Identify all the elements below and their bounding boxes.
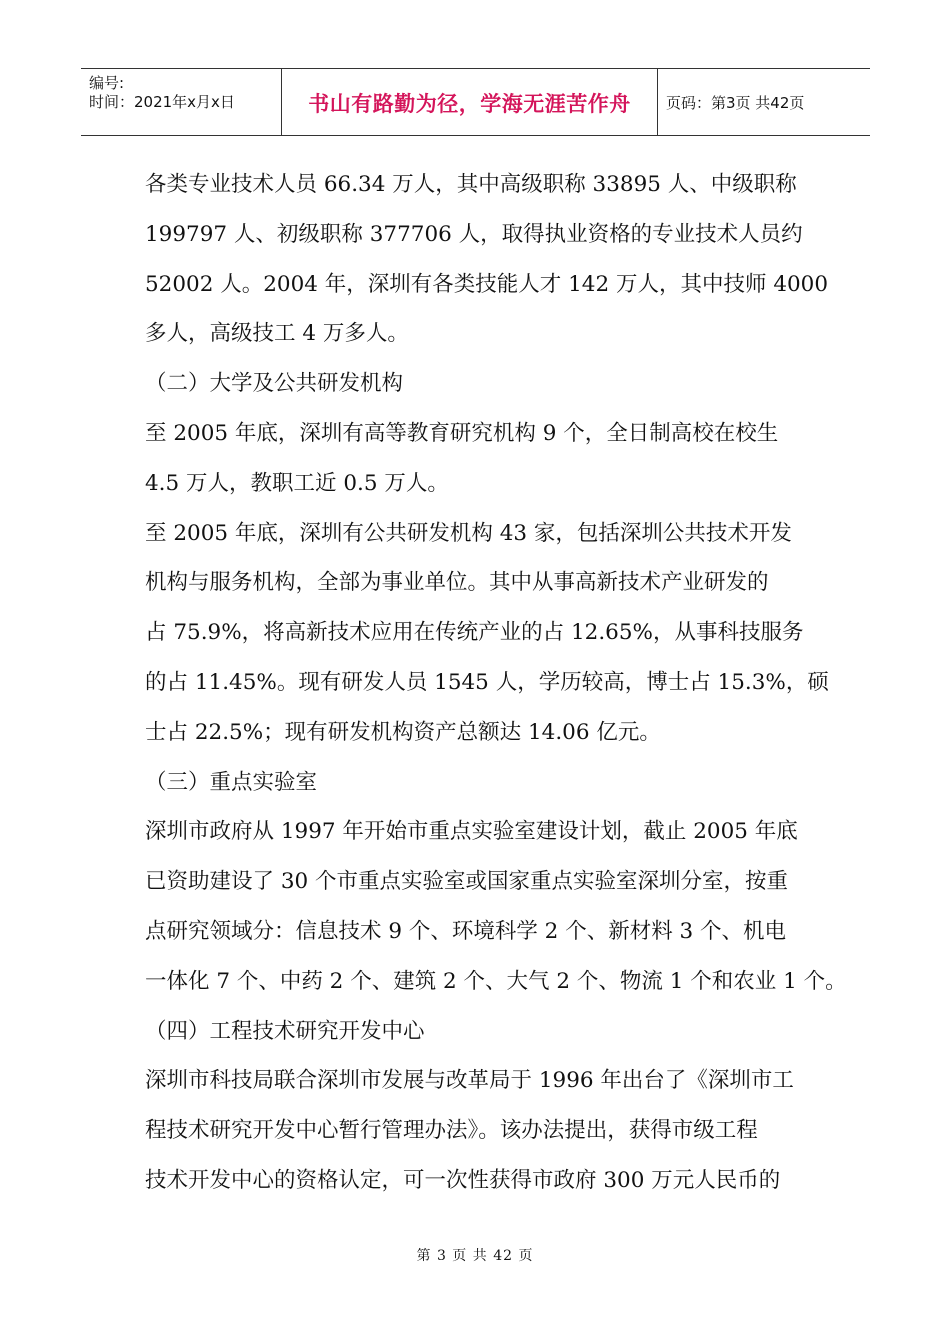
body-line: 多人，高级技工 4 万多人。 <box>145 321 409 347</box>
body-line: 点研究领域分：信息技术 9 个、环境科学 2 个、新材料 3 个、机电 <box>145 918 787 944</box>
page-header <box>81 68 870 136</box>
header-motto: 书山有路勤为径，学海无涯苦作舟 <box>308 92 631 116</box>
body-line: 一体化 7 个、中药 2 个、建筑 2 个、大气 2 个、物流 1 个和农业 1 个。 <box>145 968 847 994</box>
header-page-info: 页码：第3页 共42页 <box>666 93 805 112</box>
body-line: 199797 人、初级职称 377706 人，取得执业资格的专业技术人员约 <box>145 221 803 247</box>
header-page-cell <box>658 69 870 135</box>
body-line: 至 2005 年底，深圳有高等教育研究机构 9 个，全日制高校在校生 <box>145 420 779 446</box>
document-body <box>145 160 847 1206</box>
section-heading: （三）重点实验室 <box>145 769 318 795</box>
body-line: 技术开发中心的资格认定，可一次性获得市政府 300 万元人民币的 <box>145 1167 781 1193</box>
document-number-label: 编号: <box>89 74 125 92</box>
body-line: 深圳市政府从 1997 年开始市重点实验室建设计划，截止 2005 年底 <box>145 819 798 845</box>
header-motto-cell <box>282 69 658 135</box>
body-line: 的占 11.45%。现有研发人员 1545 人，学历较高，博士占 15.3%，硕 <box>145 669 829 695</box>
body-line: 深圳市科技局联合深圳市发展与改革局于 1996 年出台了《深圳市工 <box>145 1068 794 1094</box>
body-line: 52002 人。2004 年，深圳有各类技能人才 142 万人，其中技师 4000 <box>145 271 829 297</box>
header-meta-cell <box>81 69 282 135</box>
body-line: 程技术研究开发中心暂行管理办法》。该办法提出，获得市级工程 <box>145 1118 758 1144</box>
body-line: 机构与服务机构，全部为事业单位。其中从事高新技术产业研发的 <box>145 570 769 596</box>
body-line: 士占 22.5%；现有研发机构资产总额达 14.06 亿元。 <box>145 719 661 745</box>
body-line: 至 2005 年底，深圳有公共研发机构 43 家，包括深圳公共技术开发 <box>145 520 792 546</box>
section-heading: （四）工程技术研究开发中心 <box>145 1018 425 1044</box>
page-footer: 第 3 页 共 42 页 <box>416 1248 534 1264</box>
body-line: 4.5 万人，教职工近 0.5 万人。 <box>145 470 449 496</box>
section-heading: （二）大学及公共研发机构 <box>145 371 404 397</box>
body-line: 已资助建设了 30 个市重点实验室或国家重点实验室深圳分室，按重 <box>145 869 789 895</box>
body-line: 占 75.9%，将高新技术应用在传统产业的占 12.65%，从事科技服务 <box>145 620 804 646</box>
body-line: 各类专业技术人员 66.34 万人，其中高级职称 33895 人、中级职称 <box>145 172 797 197</box>
document-time-label: 时间：2021年x月x日 <box>89 93 235 111</box>
